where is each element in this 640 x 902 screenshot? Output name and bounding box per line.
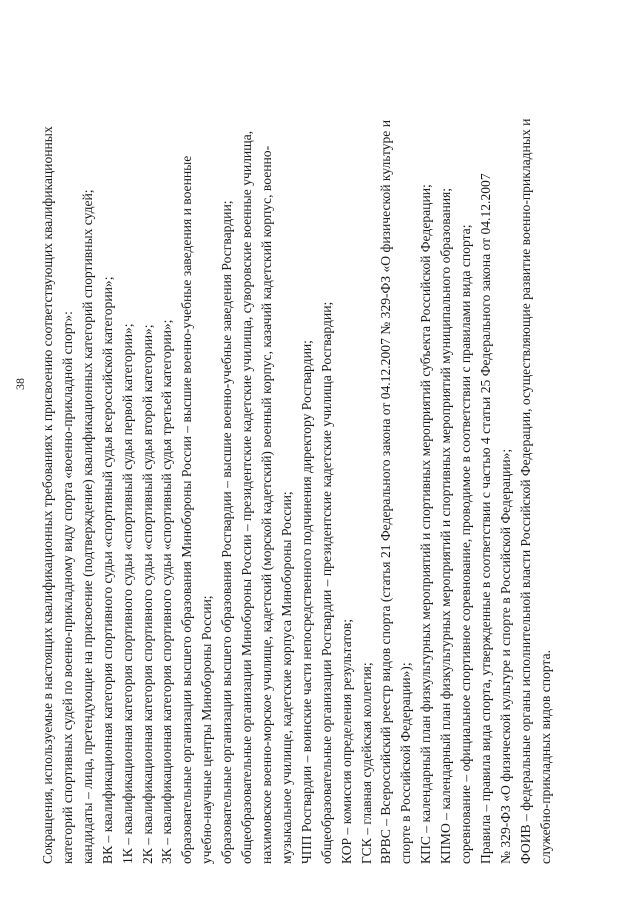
text-line: КПС – календарный план физкультурных мероприятий и спортивных мероприятий субъекта Российской Федерации; [418, 184, 434, 864]
text-line: 3К – квалификационная категория спортивного судьи «спортивный судья третьей категории»; [159, 319, 175, 864]
text-line: спорте в Российской Федерации»); [398, 662, 414, 864]
text-line: образовательные организации высшего образования Минобороны России – высшие военно-учебные заведения и военные [179, 155, 195, 864]
text-line: служебно-прикладных видов спорта. [537, 650, 553, 864]
page-number: 38 [13, 378, 27, 390]
text-line: музыкальное училище, кадетские корпуса Минобороны России; [278, 491, 294, 864]
text-line: ЧПП Росгвардии – воинские части непосредственного подчинения директору Росгвардии; [298, 340, 314, 864]
text-line: № 329-ФЗ «О физической культуре и спорте в Российской Федерации»; [497, 448, 513, 864]
text-line: ФОИВ – федеральные органы исполнительной власти Российской Федерации, осуществляющие развитие военно-прикладных и [517, 118, 533, 864]
text-line: общеобразовательные организации Минобороны России – президентские кадетские училища, суворовские военные училища, [239, 130, 255, 864]
text-line: образовательные организации высшего образования Росгвардии – высшие военно-учебные заведения Росгвардии; [219, 200, 235, 864]
text-line: Правила – правила вида спорта, утвержденные в соответствии с частью 4 статьи 25 Федерального закона от 04.12.2007 [477, 173, 493, 864]
text-line: 2К – квалификационная категория спортивного судьи «спортивный судья второй категории»; [139, 324, 155, 864]
text-line: ГСК – главная судейская коллегия; [358, 662, 374, 864]
text-line: ВК – квалификационная категория спортивного судьи «спортивный судья всероссийской категории»; [99, 276, 115, 864]
text-line: Сокращения, используемые в настоящих квалификационных требованиях к присвоению соответствующих квалификационных [40, 126, 55, 864]
text-line: учебно-научные центры Минобороны России; [199, 595, 215, 864]
text-line: соревнование – официальное спортивное соревнование, проводимое в соответствии с правилами вида спорта; [458, 224, 474, 864]
document-body [38, 16, 598, 864]
text-line: кандидаты – лица, претендующие на присвоение (подтверждение) квалификационных категорий спортивных судей; [79, 189, 95, 864]
text-line: категорий спортивных судей по военно-прикладному виду спорта «военно-прикладной спорт»: [59, 311, 75, 864]
text-line: КПМО – календарный план физкультурных мероприятий и спортивных мероприятий муниципального образования; [438, 187, 454, 864]
text-line: нахимовское военно-морское училище, кадетский (морской кадетский) военный корпус, казачий кадетский корпус, военно- [258, 145, 274, 864]
text-line: 1К – квалификационная категория спортивного судьи «спортивный судья первой категории»; [119, 323, 135, 864]
text-line: ВРВС – Всероссийский реестр видов спорта (статья 21 Федерального закона от 04.12.2007 № 329-ФЗ «О физической культуре и [378, 119, 394, 864]
text-line: общеобразовательные организации Росгвардии – президентские кадетские училища Росгвардии; [318, 301, 334, 864]
text-line: КОР – комиссия определения результатов; [338, 619, 354, 864]
